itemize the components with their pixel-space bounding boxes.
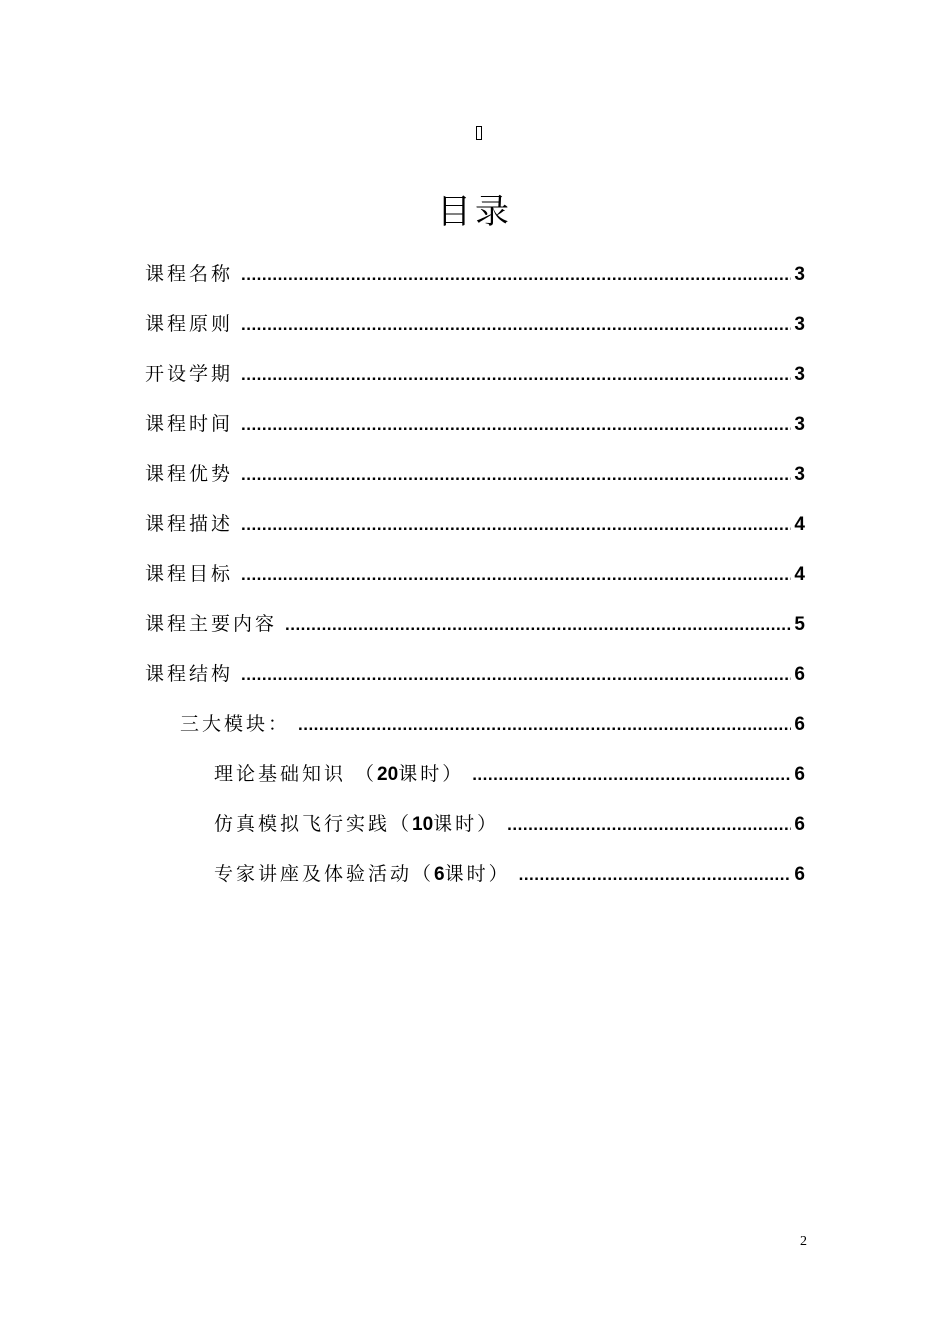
missing-glyph-icon — [476, 126, 482, 140]
toc-entry[interactable] — [145, 659, 805, 689]
toc-entry[interactable] — [180, 709, 805, 739]
toc-leader-dots — [241, 410, 791, 440]
toc-entry-page: 6 — [794, 764, 805, 785]
toc-entry[interactable] — [214, 859, 805, 889]
toc-entry-page: 4 — [794, 514, 805, 535]
toc-entry-label: 课程名称 — [145, 263, 234, 285]
toc-entry[interactable] — [145, 309, 805, 339]
toc-leader-dots — [241, 460, 791, 490]
toc-leader-dots — [241, 360, 791, 390]
toc-entry[interactable] — [145, 359, 805, 389]
toc-entry-label: 课程原则 — [145, 313, 234, 335]
toc-leader-dots — [507, 810, 791, 840]
toc-leader-dots — [241, 660, 791, 690]
page-number: 2 — [800, 1234, 807, 1249]
toc-entry-label: 仿真模拟飞行实践（10课时） — [214, 813, 500, 835]
toc-leader-dots — [472, 760, 791, 790]
toc-leader-dots — [241, 510, 791, 540]
toc-entry[interactable] — [145, 559, 805, 589]
toc-leader-dots — [298, 710, 791, 740]
toc-entry-label: 课程主要内容 — [145, 613, 278, 635]
page-title: 目录 — [437, 192, 513, 232]
toc-leader-dots — [519, 860, 791, 890]
toc-leader-dots — [241, 310, 791, 340]
toc-entry-page: 6 — [794, 664, 805, 685]
toc-leader-dots — [241, 560, 791, 590]
toc-entry[interactable] — [145, 409, 805, 439]
toc-entry[interactable] — [145, 259, 805, 289]
toc-entry-page: 3 — [794, 364, 805, 385]
toc-entry-page: 3 — [794, 414, 805, 435]
toc-entry-label: 课程结构 — [145, 663, 234, 685]
toc-entry-page: 6 — [794, 714, 805, 735]
toc-entry[interactable] — [214, 759, 805, 789]
toc-entry[interactable] — [145, 509, 805, 539]
toc-entry-page: 3 — [794, 464, 805, 485]
toc-entry-label: 专家讲座及体验活动（6课时） — [214, 863, 511, 885]
toc-leader-dots — [285, 610, 791, 640]
toc-entry-page: 5 — [794, 614, 805, 635]
toc-entry-page: 6 — [794, 814, 805, 835]
toc-entry[interactable] — [214, 809, 805, 839]
toc-entry-label: 三大模块： — [180, 713, 291, 735]
toc-entry-label: 课程时间 — [145, 413, 234, 435]
toc-entry-label: 课程目标 — [145, 563, 234, 585]
toc-entry[interactable] — [145, 609, 805, 639]
toc-entry-label: 理论基础知识 （20课时） — [214, 763, 465, 785]
toc-entry-page: 3 — [794, 264, 805, 285]
toc-entry[interactable] — [145, 459, 805, 489]
toc-entry-label: 开设学期 — [145, 363, 234, 385]
toc-entry-label: 课程优势 — [145, 463, 234, 485]
toc-entry-page: 3 — [794, 314, 805, 335]
toc-entry-page: 4 — [794, 564, 805, 585]
toc-entry-label: 课程描述 — [145, 513, 234, 535]
toc-entry-page: 6 — [794, 864, 805, 885]
toc-leader-dots — [241, 260, 791, 290]
